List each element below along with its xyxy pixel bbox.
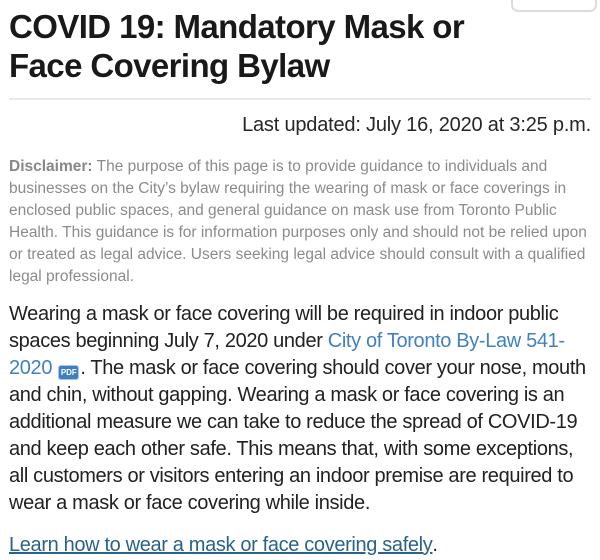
disclaimer-label: Disclaimer: xyxy=(9,158,93,175)
main-paragraph-before-link: Wearing a mask or face covering will be required in indoor public spaces beginning July 7, 2020 under xyxy=(9,303,559,352)
bylaw-link[interactable]: City of Toronto By-Law 541-2020 xyxy=(9,330,565,379)
disclaimer-paragraph xyxy=(9,156,591,288)
page-title-line2: Face Covering Bylaw xyxy=(9,47,330,84)
title-divider xyxy=(9,98,591,100)
footer-link-suffix: . xyxy=(432,534,438,556)
page-title xyxy=(9,7,591,85)
main-paragraph-after-link: . The mask or face covering should cover your nose, mouth and chin, without gapping. Wearing a mask or face covering is an additional measure we can take to reduce the spread of COVID-19 and keep each other safe. This means that, with some exceptions, all customers or visitors entering an indoor premise are required to wear a mask or face covering while inside. xyxy=(9,357,586,514)
pdf-icon[interactable]: PDF xyxy=(58,365,79,380)
footer-line xyxy=(9,534,591,557)
last-updated-text: Last updated: July 16, 2020 at 3:25 p.m. xyxy=(242,114,591,136)
cutoff-top-button[interactable] xyxy=(511,0,597,12)
disclaimer-text: The purpose of this page is to provide guidance to individuals and businesses on the City’s bylaw requiring the wearing of mask or face coverings in enclosed public spaces, and general guidance on mask use from Toronto Public Health. This guidance is for information purposes only and should not be relied upon or treated as legal advice. Users seeking legal advice should consult with a qualified legal professional. xyxy=(9,158,587,285)
mask-safety-link[interactable]: Learn how to wear a mask or face covering safely xyxy=(9,534,433,556)
main-paragraph xyxy=(9,301,591,517)
page-title-line1: COVID 19: Mandatory Mask or xyxy=(9,8,465,45)
article-page xyxy=(0,7,600,557)
